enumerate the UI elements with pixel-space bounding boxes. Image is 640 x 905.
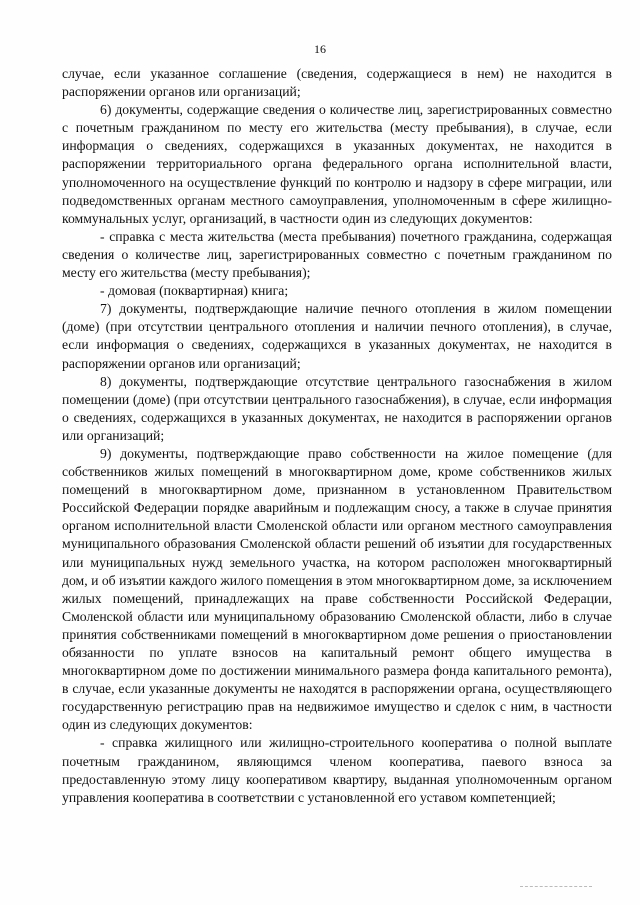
paragraph-item-6-house-book: - домовая (поквартирная) книга;	[100, 283, 289, 299]
paragraph-item-6-residence-certificate: - справка с места жительства (места пребывания) почетного гражданина, содержащая сведения о количестве лиц, зарегистрированных совместно с почетным гражданином по месту его жительства (месту пребывания);	[62, 228, 612, 281]
scan-edge-mark	[520, 886, 592, 887]
page-number: 16	[314, 42, 326, 56]
paragraph-continuation: случае, если указанное соглашение (сведения, содержащиеся в нем) не находится в распоряжении органов или организаций;	[62, 66, 612, 100]
paragraph-item-8: 8) документы, подтверждающие отсутствие центрального газоснабжения в жилом помещении (доме) (при отсутствии центрального газоснабжения), в случае, если информация о сведениях, содержащихся в указанных документах, не находится в распоряжении органов или организаций;	[62, 373, 612, 443]
paragraph-item-7: 7) документы, подтверждающие наличие печного отопления в жилом помещении (доме) (при отсутствии центрального отопления и наличии печного отопления), в случае, если информация о сведениях, содержащихся в указанных документах, не находится в распоряжении органов или организаций;	[62, 301, 612, 371]
paragraph-item-9: 9) документы, подтверждающие право собственности на жилое помещение (для собственников жилых помещений в многоквартирном доме, кроме собственников жилых помещений в многоквартирном доме, признанном в установленном Правительством Российской Федерации порядке аварийным и подлежащим сносу, а также в случае принятия органом исполнительной власти Смоленской области или органом местного самоуправления муниципального образования Смоленской области решений об изъятии для государственных или муниципальных нужд земельного участка, на котором расположен многоквартирный дом, и об изъятии каждого жилого помещения в этом многоквартирном доме, за исключением жилых помещений, принадлежащих на праве собственности Российской Федерации, Смоленской области или муниципальному образованию Смоленской области, либо в случае принятия собственниками помещений в многоквартирном доме решения о приостановлении обязанности по уплате взносов на капитальный ремонт общего имущества в многоквартирном доме по достижении минимального размера фонда капитального ремонта), в случае, если указанные документы не находятся в распоряжении органа, осуществляющего государственную регистрацию прав на недвижимое имущество и сделок с ним, в частности один из следующих документов:	[62, 445, 612, 733]
paragraph-item-9-cooperative-certificate: - справка жилищного или жилищно-строительного кооператива о полной выплате почетным гражданином, являющимся членом кооператива, паевого взноса за предоставленную этому лицу кооперативом квартиру, выданная уполномоченным органом управления кооператива в соответствии с установленной его уставом компетенцией;	[62, 735, 612, 805]
document-body	[62, 65, 612, 807]
paragraph-item-6: 6) документы, содержащие сведения о количестве лиц, зарегистрированных совместно с почетным гражданином по месту его жительства (месту пребывания), в случае, если информация о сведениях, содержащихся в указанных документах, не находится в распоряжении территориального органа федерального органа исполнительной власти, уполномоченного на осуществление функций по контролю и надзору в сфере миграции, или подведомственных органам местного самоуправления, уполномоченным в сфере жилищно-коммунальных услуг, организаций, в частности один из следующих документов:	[62, 102, 612, 226]
